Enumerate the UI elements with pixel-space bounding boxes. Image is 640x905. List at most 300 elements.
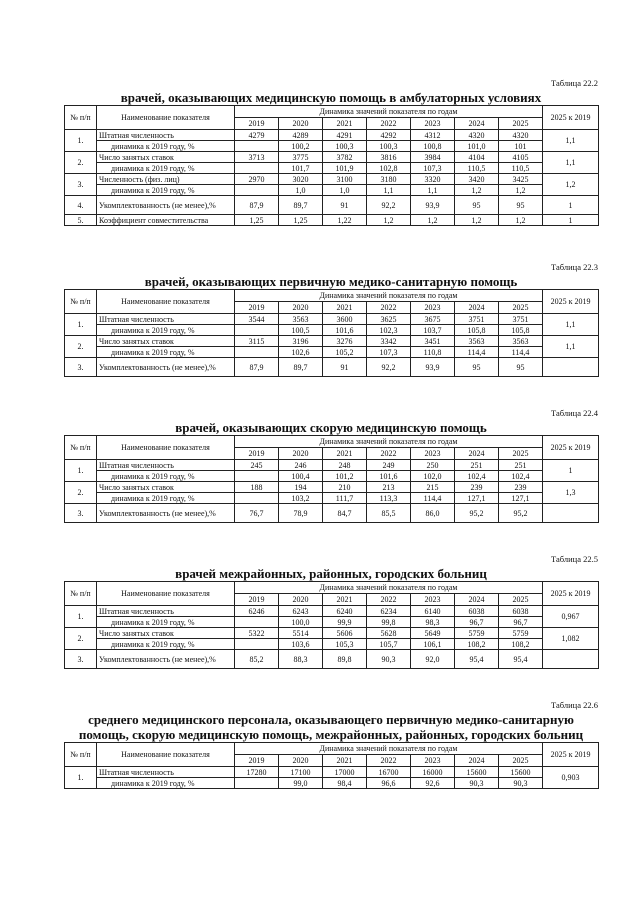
row-dynamics-value: 108,2 — [455, 639, 499, 650]
row-value: 6140 — [411, 606, 455, 617]
row-value: 78,9 — [279, 504, 323, 523]
col-header-dynamics: Динамика значений показателя по годам — [235, 582, 543, 594]
row-number: 1. — [65, 130, 97, 152]
col-header-2025-vs-2019: 2025 к 2019 — [543, 106, 599, 130]
row-dynamics-value: 114,4 — [411, 493, 455, 504]
row-ratio-2025-2019: 1,1 — [543, 336, 599, 358]
row-value: 95 — [499, 196, 543, 215]
row-dynamics-value: 101,6 — [367, 471, 411, 482]
col-header-2025-vs-2019: 2025 к 2019 — [543, 290, 599, 314]
table-title: врачей, оказывающих первичную медико-санитарную помощь — [144, 274, 518, 289]
row-value: 86,0 — [411, 504, 455, 523]
row-value: 6038 — [455, 606, 499, 617]
table-row — [65, 767, 599, 778]
row-dynamics-value: 101,6 — [323, 325, 367, 336]
row-value: 245 — [235, 460, 279, 471]
row-dynamics-value: 92,6 — [411, 778, 455, 789]
row-value: 194 — [279, 482, 323, 493]
row-value: 85,2 — [235, 650, 279, 669]
row-dynamics-value: 100,8 — [411, 141, 455, 152]
row-number: 1. — [65, 314, 97, 336]
row-dynamics-label: динамика к 2019 году, % — [97, 141, 235, 152]
row-value: 3451 — [411, 336, 455, 347]
year-header: 2021 — [323, 448, 367, 460]
row-dynamics-value: 99,9 — [323, 617, 367, 628]
col-header-number: № п/п — [65, 106, 97, 130]
row-value: 1,25 — [235, 215, 279, 226]
row-number: 3. — [65, 650, 97, 669]
table-subrow — [65, 778, 599, 789]
row-dynamics-value: 110,5 — [499, 163, 543, 174]
year-header: 2020 — [279, 448, 323, 460]
row-value: 3196 — [279, 336, 323, 347]
row-value: 250 — [411, 460, 455, 471]
row-value: 5759 — [455, 628, 499, 639]
row-value: 251 — [499, 460, 543, 471]
row-indicator-name: Число занятых ставок — [97, 336, 235, 347]
table-block-22-5 — [64, 554, 598, 669]
year-header: 2024 — [455, 755, 499, 767]
row-value: 239 — [499, 482, 543, 493]
row-value: 17000 — [323, 767, 367, 778]
row-value: 3984 — [411, 152, 455, 163]
row-value: 3782 — [323, 152, 367, 163]
row-indicator-name: Укомплектованность (не менее),% — [97, 504, 235, 523]
row-value: 251 — [455, 460, 499, 471]
row-number: 1. — [65, 460, 97, 482]
table-subrow — [65, 493, 599, 504]
row-dynamics-label: динамика к 2019 году, % — [97, 471, 235, 482]
row-value: 17100 — [279, 767, 323, 778]
row-dynamics-value — [235, 471, 279, 482]
row-value: 1,22 — [323, 215, 367, 226]
row-value: 3775 — [279, 152, 323, 163]
row-dynamics-value: 110,5 — [455, 163, 499, 174]
row-dynamics-value: 102,4 — [455, 471, 499, 482]
row-dynamics-value: 103,2 — [279, 493, 323, 504]
row-value: 3276 — [323, 336, 367, 347]
row-value: 95 — [455, 358, 499, 377]
row-value: 4105 — [499, 152, 543, 163]
row-indicator-name: Число занятых ставок — [97, 152, 235, 163]
col-header-2025-vs-2019: 2025 к 2019 — [543, 743, 599, 767]
row-value: 3563 — [455, 336, 499, 347]
row-value: 84,7 — [323, 504, 367, 523]
row-dynamics-value: 101,7 — [279, 163, 323, 174]
row-dynamics-value: 103,6 — [279, 639, 323, 650]
row-value: 3115 — [235, 336, 279, 347]
row-value: 90,3 — [367, 650, 411, 669]
year-header: 2025 — [499, 755, 543, 767]
row-dynamics-value: 105,7 — [367, 639, 411, 650]
year-header: 2023 — [411, 302, 455, 314]
table-row — [65, 196, 599, 215]
row-value: 215 — [411, 482, 455, 493]
row-dynamics-label: динамика к 2019 году, % — [97, 493, 235, 504]
row-value: 3342 — [367, 336, 411, 347]
row-dynamics-value — [235, 493, 279, 504]
row-value: 3020 — [279, 174, 323, 185]
row-ratio-2025-2019: 1,1 — [543, 152, 599, 174]
row-value: 95,4 — [455, 650, 499, 669]
table-title: среднего медицинского персонала, оказывающего первичную медико-санитарную помощь, скорую медицинскую помощь, межрайонных, районных, городских больниц — [78, 712, 584, 742]
row-dynamics-value — [235, 163, 279, 174]
year-header: 2025 — [499, 594, 543, 606]
row-value: 3563 — [279, 314, 323, 325]
row-dynamics-value: 1,1 — [367, 185, 411, 196]
year-header: 2022 — [367, 594, 411, 606]
row-dynamics-value: 96,7 — [455, 617, 499, 628]
year-header: 2021 — [323, 594, 367, 606]
row-value: 4320 — [455, 130, 499, 141]
row-value: 3544 — [235, 314, 279, 325]
col-header-dynamics: Динамика значений показателя по годам — [235, 743, 543, 755]
col-header-name: Наименование показателя — [97, 582, 235, 606]
row-value: 89,7 — [279, 196, 323, 215]
row-ratio-2025-2019: 1,1 — [543, 314, 599, 336]
row-dynamics-value: 101 — [499, 141, 543, 152]
row-value: 92,2 — [367, 358, 411, 377]
row-ratio-2025-2019: 1 — [543, 215, 599, 226]
table-subrow — [65, 617, 599, 628]
row-value: 95 — [455, 196, 499, 215]
row-indicator-name: Штатная численность — [97, 767, 235, 778]
row-value: 5322 — [235, 628, 279, 639]
row-value: 1,2 — [455, 215, 499, 226]
row-value: 6038 — [499, 606, 543, 617]
row-dynamics-label: динамика к 2019 году, % — [97, 617, 235, 628]
row-dynamics-value: 1,2 — [499, 185, 543, 196]
row-value: 210 — [323, 482, 367, 493]
row-dynamics-value: 102,4 — [499, 471, 543, 482]
year-header: 2023 — [411, 448, 455, 460]
year-header: 2019 — [235, 755, 279, 767]
row-dynamics-value — [235, 639, 279, 650]
table-row — [65, 215, 599, 226]
row-number: 2. — [65, 336, 97, 358]
row-dynamics-value: 100,5 — [279, 325, 323, 336]
row-dynamics-value: 100,3 — [367, 141, 411, 152]
row-number: 5. — [65, 215, 97, 226]
col-header-number: № п/п — [65, 743, 97, 767]
row-ratio-2025-2019: 1,2 — [543, 174, 599, 196]
row-dynamics-value: 107,3 — [411, 163, 455, 174]
year-header: 2023 — [411, 118, 455, 130]
table-row — [65, 174, 599, 185]
row-value: 3100 — [323, 174, 367, 185]
row-indicator-name: Число занятых ставок — [97, 628, 235, 639]
row-ratio-2025-2019: 1,3 — [543, 482, 599, 504]
row-value: 249 — [367, 460, 411, 471]
row-dynamics-value: 99,0 — [279, 778, 323, 789]
row-value: 3600 — [323, 314, 367, 325]
row-dynamics-value: 110,8 — [411, 347, 455, 358]
table-row — [65, 628, 599, 639]
row-dynamics-label: динамика к 2019 году, % — [97, 185, 235, 196]
row-value: 6243 — [279, 606, 323, 617]
row-dynamics-label: динамика к 2019 году, % — [97, 347, 235, 358]
year-header: 2024 — [455, 118, 499, 130]
col-header-2025-vs-2019: 2025 к 2019 — [543, 436, 599, 460]
table-row — [65, 314, 599, 325]
data-table — [64, 581, 599, 669]
row-dynamics-value: 100,2 — [279, 141, 323, 152]
row-value: 3625 — [367, 314, 411, 325]
row-value: 2970 — [235, 174, 279, 185]
row-indicator-name: Укомплектованность (не менее),% — [97, 196, 235, 215]
data-table — [64, 742, 599, 789]
row-dynamics-value: 100,0 — [279, 617, 323, 628]
year-header: 2023 — [411, 594, 455, 606]
row-value: 5759 — [499, 628, 543, 639]
table-title: врачей межрайонных, районных, городских больниц — [175, 566, 487, 581]
row-dynamics-value: 106,1 — [411, 639, 455, 650]
row-value: 16000 — [411, 767, 455, 778]
row-value: 95,2 — [499, 504, 543, 523]
table-subrow — [65, 163, 599, 174]
row-number: 1. — [65, 606, 97, 628]
col-header-name: Наименование показателя — [97, 290, 235, 314]
row-dynamics-value: 1,0 — [323, 185, 367, 196]
row-value: 4279 — [235, 130, 279, 141]
row-value: 95,2 — [455, 504, 499, 523]
row-value: 92,2 — [367, 196, 411, 215]
row-number: 3. — [65, 358, 97, 377]
row-ratio-2025-2019: 1,1 — [543, 130, 599, 152]
table-block-22-6 — [64, 700, 598, 789]
table-row — [65, 130, 599, 141]
row-indicator-name: Укомплектованность (не менее),% — [97, 358, 235, 377]
row-dynamics-label: динамика к 2019 году, % — [97, 639, 235, 650]
data-table — [64, 105, 599, 226]
row-dynamics-value: 100,4 — [279, 471, 323, 482]
row-dynamics-value — [235, 778, 279, 789]
table-subrow — [65, 141, 599, 152]
row-value: 3420 — [455, 174, 499, 185]
year-header: 2019 — [235, 302, 279, 314]
row-value: 239 — [455, 482, 499, 493]
row-dynamics-value: 101,0 — [455, 141, 499, 152]
row-dynamics-value: 105,8 — [455, 325, 499, 336]
row-dynamics-value: 96,6 — [367, 778, 411, 789]
table-subrow — [65, 471, 599, 482]
year-header: 2021 — [323, 118, 367, 130]
year-header: 2022 — [367, 755, 411, 767]
table-row — [65, 336, 599, 347]
row-value: 15600 — [499, 767, 543, 778]
row-value: 92,0 — [411, 650, 455, 669]
table-row — [65, 504, 599, 523]
row-dynamics-value: 101,2 — [323, 471, 367, 482]
row-dynamics-value: 102,0 — [411, 471, 455, 482]
row-dynamics-value: 113,3 — [367, 493, 411, 504]
row-value: 15600 — [455, 767, 499, 778]
row-ratio-2025-2019: 1,082 — [543, 628, 599, 650]
row-value: 1,2 — [367, 215, 411, 226]
year-header: 2020 — [279, 755, 323, 767]
row-value: 248 — [323, 460, 367, 471]
row-ratio-2025-2019 — [543, 650, 599, 669]
row-value: 3563 — [499, 336, 543, 347]
row-dynamics-value: 98,4 — [323, 778, 367, 789]
row-dynamics-value — [235, 617, 279, 628]
row-dynamics-value — [235, 185, 279, 196]
table-row — [65, 606, 599, 617]
row-ratio-2025-2019: 1 — [543, 196, 599, 215]
table-row — [65, 650, 599, 669]
row-dynamics-value: 108,2 — [499, 639, 543, 650]
row-dynamics-label: динамика к 2019 году, % — [97, 325, 235, 336]
row-value: 6234 — [367, 606, 411, 617]
row-value: 4104 — [455, 152, 499, 163]
row-value: 246 — [279, 460, 323, 471]
row-value: 93,9 — [411, 358, 455, 377]
row-value: 5628 — [367, 628, 411, 639]
row-dynamics-value — [235, 325, 279, 336]
row-indicator-name: Численность (физ. лиц) — [97, 174, 235, 185]
row-indicator-name: Штатная численность — [97, 460, 235, 471]
year-header: 2019 — [235, 118, 279, 130]
row-value: 5649 — [411, 628, 455, 639]
table-row — [65, 482, 599, 493]
row-dynamics-label: динамика к 2019 году, % — [97, 163, 235, 174]
row-dynamics-value: 1,0 — [279, 185, 323, 196]
table-block-22-4 — [64, 408, 598, 523]
row-dynamics-value: 90,3 — [499, 778, 543, 789]
year-header: 2025 — [499, 302, 543, 314]
row-ratio-2025-2019: 0,903 — [543, 767, 599, 789]
data-table — [64, 435, 599, 523]
year-header: 2024 — [455, 448, 499, 460]
row-value: 95 — [499, 358, 543, 377]
row-number: 4. — [65, 196, 97, 215]
row-value: 1,2 — [499, 215, 543, 226]
year-header: 2025 — [499, 448, 543, 460]
col-header-dynamics: Динамика значений показателя по годам — [235, 106, 543, 118]
row-dynamics-label: динамика к 2019 году, % — [97, 778, 235, 789]
row-number: 1. — [65, 767, 97, 789]
row-dynamics-value: 105,2 — [323, 347, 367, 358]
row-number: 2. — [65, 482, 97, 504]
table-block-22-2 — [64, 78, 598, 226]
table-row — [65, 460, 599, 471]
row-value: 6240 — [323, 606, 367, 617]
row-dynamics-value: 101,9 — [323, 163, 367, 174]
row-dynamics-value: 105,8 — [499, 325, 543, 336]
row-dynamics-value — [235, 347, 279, 358]
table-label: Таблица 22.4 — [551, 408, 598, 418]
row-number: 2. — [65, 628, 97, 650]
year-header: 2021 — [323, 302, 367, 314]
row-dynamics-value: 105,3 — [323, 639, 367, 650]
table-subrow — [65, 347, 599, 358]
row-value: 88,3 — [279, 650, 323, 669]
row-indicator-name: Коэффициент совместительства — [97, 215, 235, 226]
row-value: 91 — [323, 358, 367, 377]
row-dynamics-value: 114,4 — [455, 347, 499, 358]
row-value: 87,9 — [235, 196, 279, 215]
row-value: 89,7 — [279, 358, 323, 377]
row-value: 85,5 — [367, 504, 411, 523]
row-dynamics-value: 102,3 — [367, 325, 411, 336]
table-label: Таблица 22.5 — [551, 554, 598, 564]
row-value: 95,4 — [499, 650, 543, 669]
year-header: 2024 — [455, 302, 499, 314]
row-dynamics-value: 111,7 — [323, 493, 367, 504]
row-value: 16700 — [367, 767, 411, 778]
table-label: Таблица 22.3 — [551, 262, 598, 272]
row-indicator-name: Штатная численность — [97, 314, 235, 325]
row-dynamics-value: 102,8 — [367, 163, 411, 174]
row-value: 3425 — [499, 174, 543, 185]
table-subrow — [65, 325, 599, 336]
row-indicator-name: Число занятых ставок — [97, 482, 235, 493]
row-value: 91 — [323, 196, 367, 215]
row-dynamics-value: 90,3 — [455, 778, 499, 789]
table-row — [65, 358, 599, 377]
year-header: 2022 — [367, 302, 411, 314]
col-header-number: № п/п — [65, 582, 97, 606]
col-header-number: № п/п — [65, 290, 97, 314]
year-header: 2022 — [367, 448, 411, 460]
table-title: врачей, оказывающих скорую медицинскую помощь — [175, 420, 487, 435]
row-value: 3816 — [367, 152, 411, 163]
table-row — [65, 152, 599, 163]
row-indicator-name: Штатная численность — [97, 606, 235, 617]
row-value: 188 — [235, 482, 279, 493]
col-header-name: Наименование показателя — [97, 106, 235, 130]
row-ratio-2025-2019 — [543, 358, 599, 377]
row-value: 5514 — [279, 628, 323, 639]
row-value: 3751 — [499, 314, 543, 325]
row-value: 6246 — [235, 606, 279, 617]
row-value: 4320 — [499, 130, 543, 141]
col-header-name: Наименование показателя — [97, 743, 235, 767]
row-value: 4289 — [279, 130, 323, 141]
row-number: 3. — [65, 174, 97, 196]
table-subrow — [65, 185, 599, 196]
row-ratio-2025-2019: 1 — [543, 460, 599, 482]
table-block-22-3 — [64, 262, 598, 377]
row-value: 3751 — [455, 314, 499, 325]
row-dynamics-value — [235, 141, 279, 152]
row-value: 213 — [367, 482, 411, 493]
year-header: 2024 — [455, 594, 499, 606]
row-value: 3320 — [411, 174, 455, 185]
row-dynamics-value: 114,4 — [499, 347, 543, 358]
row-dynamics-value: 1,2 — [455, 185, 499, 196]
row-value: 76,7 — [235, 504, 279, 523]
year-header: 2019 — [235, 594, 279, 606]
row-value: 3713 — [235, 152, 279, 163]
row-value: 1,2 — [411, 215, 455, 226]
row-value: 93,9 — [411, 196, 455, 215]
row-value: 5606 — [323, 628, 367, 639]
table-label: Таблица 22.2 — [551, 78, 598, 88]
row-dynamics-value: 127,1 — [455, 493, 499, 504]
table-label: Таблица 22.6 — [551, 700, 598, 710]
row-dynamics-value: 103,7 — [411, 325, 455, 336]
col-header-dynamics: Динамика значений показателя по годам — [235, 290, 543, 302]
table-subrow — [65, 639, 599, 650]
row-dynamics-value: 96,7 — [499, 617, 543, 628]
row-value: 89,8 — [323, 650, 367, 669]
year-header: 2020 — [279, 594, 323, 606]
row-value: 3180 — [367, 174, 411, 185]
row-value: 4292 — [367, 130, 411, 141]
row-value: 4291 — [323, 130, 367, 141]
year-header: 2020 — [279, 302, 323, 314]
